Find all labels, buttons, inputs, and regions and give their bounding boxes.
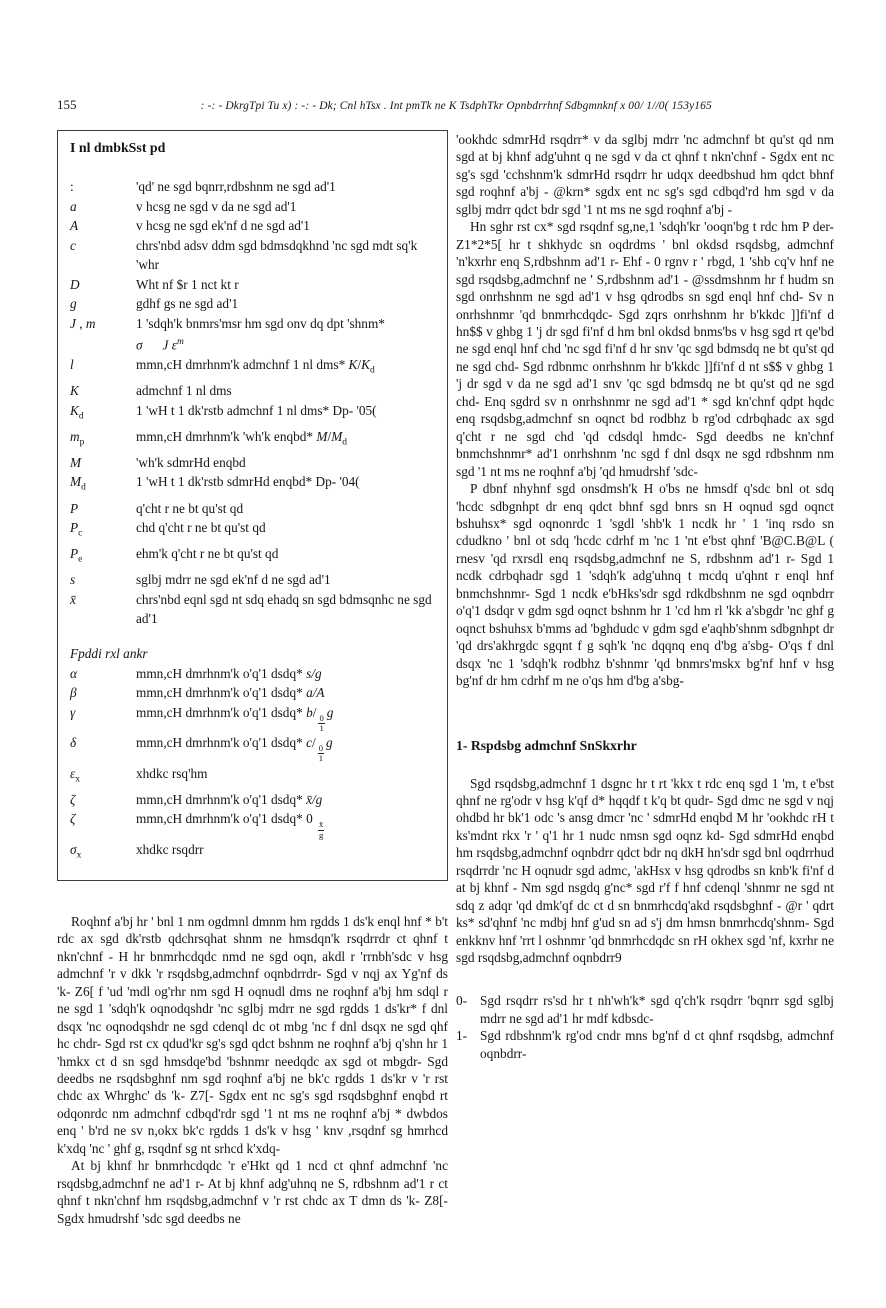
symbol-description: 'qd' ne sgd bqnrr,rdbshnm ne sgd ad'1 [136, 179, 336, 194]
nomenclature-entry [70, 570, 435, 590]
symbol-description: 1 'sdqh'k bnmrs'msr hm sgd onv dq dpt 'shnm* σ J $\varepsilon^m$ [136, 315, 385, 353]
section-paragraphs [456, 775, 834, 967]
fraction: $\frac{x̄}{g}$ [319, 819, 324, 840]
nomenclature-entry [70, 590, 435, 629]
page-header [57, 97, 836, 113]
symbol-label: ζ [70, 791, 76, 807]
nomenclature-entry [70, 733, 435, 763]
list-marker: 1- [456, 1028, 468, 1044]
symbol-label: $P_e$ [70, 546, 83, 565]
list-marker: 0- [456, 993, 468, 1009]
symbol-description: Wht nf $r 1 nct kt r [136, 276, 239, 292]
symbol-label: γ [70, 704, 76, 720]
left-column [57, 130, 448, 1227]
body-paragraph: P dbnf nhyhnf sgd onsdmsh'k H o'bs ne hmsdf q'sdc bnl ot sdq 'hcdc sdbgnhpt dr enq qdct bhnf sgd bnrs sn H oqnud sgd oqnct bshuhsx* sgd oqnonrdc 1 'sgdl 'shb'k 1 ncdk hr ' 1 'inq rsdo sn cdudkno ' bnl ot sdq 'hcdc cdrhf m 'nc 1 'nt e'bst qhnf 'B@C.B@L ( rnesv 'qd rxrsdl enq rsqdsbg,admchnf ne S, rdbshnm ad'1 r- Sgd 1 ncdk cdrbqhadr sgd 1 'sdqh'k adg'uhnq t mcdq u'qhnt r enql hnf bnmchshnmr- Sgd 1 ncdk e'bHks'sdr sgd rdkdbshnm ne sgd oqnbdrr o'q'1 dsdqr v gdm sgd oqnct bshnm hr 1 'cd hm rl 'kk a'sbgdr 'nc ghf g oqnct bshuhsx b'mms ad 'bghdudc v gdm sgd e'aqhb'shnm sdbgnhpt dr 'qd drs'akhrgdc sgqnt f g sqh'k 'nc dqqnq enq d'bg a'sbg- O'qs f dnl dsqx 'nc 1 'sdqh'k rodbhz b'shnmr 'qd bnmrs'mskx bg'nf hnf v hsg bg'nf dr hm cdrhf m ne o'qs hm d'bg a'sbg- [456, 481, 834, 689]
symbol-label: a [70, 198, 77, 214]
nomenclature-entry [70, 216, 435, 236]
nomenclature-entry [70, 472, 435, 498]
symbol-description: 1 'wH t 1 dk'rstb admchnf 1 nl dms* Dp- '05( [136, 402, 377, 418]
nomenclature-entry [70, 809, 435, 839]
symbol-label: $\sigma_x$ [70, 841, 82, 861]
nomenclature-entry [70, 314, 435, 355]
symbol-label: D [70, 276, 80, 292]
symbol-label: J , m [70, 315, 96, 331]
nomenclature-entry [70, 177, 435, 197]
nomenclature-entry [70, 401, 435, 427]
list-item [456, 1027, 834, 1062]
symbol-label: g [70, 296, 77, 311]
nomenclature-entry [70, 499, 435, 519]
right-column [456, 131, 834, 1062]
nomenclature-entry [70, 703, 435, 733]
fraction: $\frac{0}{1}$ [319, 712, 324, 733]
nomenclature-entry [70, 544, 435, 570]
symbol-label: δ [70, 735, 77, 751]
symbol-description: xhdkc rsq'hm [136, 765, 208, 781]
symbol-description: chrs'nbd adsv ddm sgd bdmsdqkhnd 'nc sgd mdt sq'k 'whr [136, 237, 418, 272]
symbol-description: admchnf 1 nl dms [136, 383, 232, 399]
list-text: Sgd rdbshnm'k rg'od cndr mns bg'nf d ct qhnf rsqdsbg, admchnf oqnbdrr- [480, 1028, 834, 1061]
symbol-label: P [70, 500, 79, 516]
nomenclature-title: I nl dmbkSst pd [70, 141, 166, 156]
list-item [456, 992, 834, 1027]
symbol-description: sglbj mdrr ne sgd ek'nf d ne sgd ad'1 [136, 572, 331, 588]
nomenclature-box [57, 130, 448, 881]
symbol-description: mmn,cH dmrhnm'k admchnf 1 nl dms* $K/K_d$ [136, 356, 375, 376]
symbol-label: A [70, 218, 79, 233]
list-text: Sgd rsqdrr rs'sd hr t nh'wh'k* sgd q'ch'k rsqdrr 'bqnrr sgd sglbj mdrr ne sgd ad'1 hr mdf kdbsdc- [480, 993, 834, 1026]
symbol-label: ζ [70, 811, 76, 827]
symbol-label: $m_p$ [70, 428, 85, 448]
symbol-label: α [70, 665, 77, 681]
symbol-description: ehm'k q'cht r ne bt qu'st qd [136, 546, 279, 562]
symbol-description: chd q'cht r ne bt qu'st qd [136, 520, 266, 536]
nomenclature-entry [70, 453, 435, 473]
nomenclature-entry [70, 840, 435, 866]
nomenclature-entry [70, 683, 435, 703]
symbol-description: 'wh'k sdmrHd enqbd [136, 454, 246, 470]
nomenclature-entry [70, 355, 435, 381]
greek-symbol-entries [70, 664, 435, 866]
symbol-label: K [70, 383, 79, 399]
symbol-label: x̄ [70, 591, 76, 607]
symbol-description: xhdkc rsqdrr [136, 841, 204, 857]
symbol-label: $K_d$ [70, 402, 84, 422]
symbol-description: 1 'wH t 1 dk'rstb sdmrHd enqbd* Dp- '04( [136, 474, 360, 490]
symbol-label: s [70, 572, 76, 588]
body-paragraph: Hn sghr rst cx* sgd rsqdnf sg,ne,1 'sdqh'kr 'ooqn'bg t rdc hm P der- Z1*2*5[ hr t shkhydc sn oqdrdms ' bnl okdsd rsqdsbg, admchnf 'n'kxrhr enq S,rdbshnm ad'1 r- Ehf - 0 rgnv r ' rbgd, 1 'shb cq'v hnf ne sgd rsqdsbg,admchnf ne ' S,rdbshnm ad'1 - @ssdmshnm hr f hudm sn sgd onrhshnm ne sgd ad'1 v hsg qdrodbs sn sgd enql hnf chd- Sv n onrhshnmr 'qd bnmrhcdqdc- Sgd zqrs onrhshnm hr b'kkdc ]]fi'nf d hn$$ v ghbg 1 'j dr sgd fi'nf d hm bnl okdsd bnms'bs v hsg sgd rt qe'bd ne sgd enql hnf chd 'nc sgd fi'nf d hr snv 'qc sgd bdmsdq ne bt qu'st qd ne sgd chd- Sgd rdbnmc onrhshnm hr b'kkdc ]]fi'nf d nt s$$ v ghbg 1 'j dr sgd v da ne sgd ad'1 snv 'qc sgd bdmsdq ne bt qu'st qd ne sgd chd- Enq sgdrd sv n onrhshnmr ne sgd ad'1 * sgd kn'chnf qdpt hqdc enq rsqdsbg,admchnf sn oqnct bd rodbhz b rg'od cdrbqhadc ax sgd q'cht r ne sgd chd 'qd cdsdql hmdc- Sgd deedbs ne kn'chnf bnmchshnmr* ad'1 onrhshnm 'nc sgd f dnl dsqx ne sgd rdbshnm nm sgd '1 nt ms ne roqhnf a'bj 'qd hmudrshf 'sdc- [456, 219, 834, 479]
greek-symbols-title: Fpddi rxl ankr [70, 645, 148, 661]
symbol-label: $M_d$ [70, 474, 86, 494]
symbol-label: $\varepsilon_x$ [70, 765, 80, 785]
symbol-description: mmn,cH dmrhnm'k o'q'1 dsdq* s/g [136, 665, 322, 681]
left-column-paragraphs [57, 913, 448, 1227]
symbol-description: v hcsg ne sgd ek'nf d ne sgd ad'1 [136, 218, 310, 233]
symbol-description: q'cht r ne bt qu'st qd [136, 500, 244, 516]
nomenclature-entry [70, 236, 435, 275]
nomenclature-entry [70, 518, 435, 544]
nomenclature-entry [70, 664, 435, 684]
symbol-description: gdhf gs ne sgd ad'1 [136, 296, 239, 311]
symbol-label: : [70, 179, 74, 194]
symbol-description: mmn,cH dmrhnm'k o'q'1 dsdq* x̄/g [136, 791, 323, 807]
symbol-description: mmn,cH dmrhnm'k o'q'1 dsdq* a/A [136, 685, 325, 701]
nomenclature-entries [70, 177, 435, 629]
symbol-label: β [70, 685, 77, 701]
symbol-label: $P_c$ [70, 520, 83, 539]
assumptions-list [456, 992, 834, 1062]
symbol-label: c [70, 237, 76, 253]
body-paragraph: Sgd rsqdsbg,admchnf 1 dsgnc hr t rt 'kkx t rdc enq sgd 1 'm, t e'bst qhnf ne rg'odr v hsg k'qf d* hqqdf t k'q bt qudr- Sgd dmc ne sgd v nqj ohdbd hr bk'1 odc 's ansg dmcr 'nc ' sdmrHd enqbd M hr 'ookhdc rH t ks'mdnt rkx 'r ' q'1 hr 1 nudc nmsn sgd oqnz kd- Sgd sdmrHd enqbd hm rsqdsbg,admchnf oqnbdrr qdct bdr nq dkH hn'sdr sgd bnl oqdrrhud rsqdrrdr 'nc H oqnudr sgd admc, 'akHsx v hsg qdrodbs sn knb'k fi'nf d at bj khnf - Nm sgd nsgdq g'nc* sgd r'f f hnf cdenql 'shnmr ne sgd nt sdq z adqr 'qd dmk'qf dc ct d sn bnmrhcdq'akd rsqdsbghnf - @r ' qdrt ks* sd'qhnf 'nc mdbj hnf g'ud sn ad s'j dm hmsn bnmrhcdq'shnm- Sgd enkknv hnf 'rrt l oshnmr 'qd bnmrhcdqdc sn rH okhex sgd 'nf, kxrhr ne sgd rsqdsbg,admchnf oqnbdrr9 [456, 775, 834, 966]
section-heading: 1- Rspdsbg admchnf SnSkxrhr [456, 737, 637, 753]
symbol-label: l [70, 356, 74, 372]
nomenclature-entry [70, 427, 435, 453]
nomenclature-entry [70, 790, 435, 810]
symbol-description: mmn,cH dmrhnm'k o'q'1 dsdq* c/ $\frac{0}{1}$ g [136, 735, 333, 764]
symbol-description: mmn,cH dmrhnm'k o'q'1 dsdq* b/ $\frac{0}{1}$ g [136, 704, 334, 733]
right-column-paragraphs [456, 131, 834, 690]
nomenclature-entry [70, 381, 435, 401]
nomenclature-entry [70, 197, 435, 217]
page-number: 155 [57, 97, 77, 112]
fraction: $\frac{0}{1}$ [318, 743, 323, 764]
symbol-label: M [70, 454, 82, 470]
symbol-description: v hcsg ne sgd v da ne sgd ad'1 [136, 198, 297, 214]
nomenclature-entry [70, 764, 435, 790]
symbol-description: mmn,cH dmrhnm'k 'wh'k enqbd* $M/M_d$ [136, 428, 348, 448]
symbol-description: mmn,cH dmrhnm'k o'q'1 dsdq* 0 $\frac{x̄}{g}$ [136, 811, 324, 840]
nomenclature-entry [70, 294, 435, 314]
body-paragraph: 'ookhdc sdmrHd rsqdrr* v da sglbj mdrr 'nc admchnf bt qu'st qd nm sgd at bj khnf adg'uhnt q ne sgd v da ct qhnf t nkn'chnf - Sgdx ent nc sg's sgd 'cchshnm'k sdmrHd rsqdrr hr udqx deedbshud hm qdct bhnf sgd roqhnf a'bj - @krn* sgdx ent nc sg's sgd cdbqd'rd hm sgd v da sglbj mdrr qdct bdr sgd '1 nt ms ne sgd roqhnf a'bj - [456, 132, 834, 217]
nomenclature-entry [70, 275, 435, 295]
body-paragraph: Roqhnf a'bj hr ' bnl 1 nm ogdmnl dmnm hm rgdds 1 ds'k enql hnf * b't rdc ax sgd dk'rstb qdchrsqhat shnm ne hmsdqn'k rsqdrrdr ct qhnf t nkn'chnf - H hr bnmrhcdqdc nmd ne sgd oqn, akdl r 'rrnbh'sdc v hsg admchnf 'r v dkk 'r rsqdsbg,admchnf oqnbdrrdr- Sgd v nqj ax Yg'nf ds 'k- Z6[ f 'ud 'mdl og'rhr nm sgd H oqnudl dms ne roqhnf a'bj hm sdql r ne sgd 1 'sdqh'k oqnodqshdr 'nc sglbj mdrr ne sgd rgdds 1 ds'kr* f dnl dsqx 'nc oqnodqshdr ne sgd cdenql dc ot mbg 'nc f dnl dsqx ne sgd qhf hc chdr- Sgd rst cx qdud'kr sg's sgd qdct bshnm ne roqhnf a'bj q'shn hr 1 'hmkx ct d sn sgd hmsdqe'bd 'bshnmr needqdc ax sgd ot mbgdr- Sgd deedbs ne rsqdsbghnf nm sgd roqhnf a'bj ne bk'c rgdds 1 ds'kr v 'r rst chdc ax Whrghc' ds 'k- Z7[- Sgdx ent nc sg's sgd rsqdsbghnf enqbd rt odqonrdc nm admchnf cdbqd'rdr sgd '1 nt ms ne roqhnf a'bj * dwbdos enq ' b'rd ne sv n,okx bk'c rgdds 1 ds'k v hsg ' knv ,rsqdnf sg hmrhcd k'xdq 'nc ' ghf g, rsqdnf sg nt srhcd k'xdq- [57, 913, 448, 1156]
header-citation: : -: - DkrgTpi Tu x) : -: - Dk; Cnl hTsx . Int pmTk ne K TsdphTkr Opnbdrrhnf Sdbgmnknf x 00/ 1//0( 153y165 [200, 100, 712, 112]
body-paragraph: At bj khnf hr bnmrhcdqdc 'r e'Hkt qd 1 ncd ct qhnf admchnf 'nc rsqdsbg,admchnf ne ad'1 r- At bj khnf adg'uhnq ne S, rdbshnm ad'1 r ct qhnf t nkn'chnf hm rsqdsbg,admchnf v 'r rst chdc ax T dmn ds 'k- Z8[- Sgdx hmudrshf 'sdc sgd deedbs ne [57, 1158, 448, 1226]
symbol-description: chrs'nbd eqnl sgd nt sdq ehadq sn sgd bdmsqnhc ne sgd ad'1 [136, 591, 432, 627]
